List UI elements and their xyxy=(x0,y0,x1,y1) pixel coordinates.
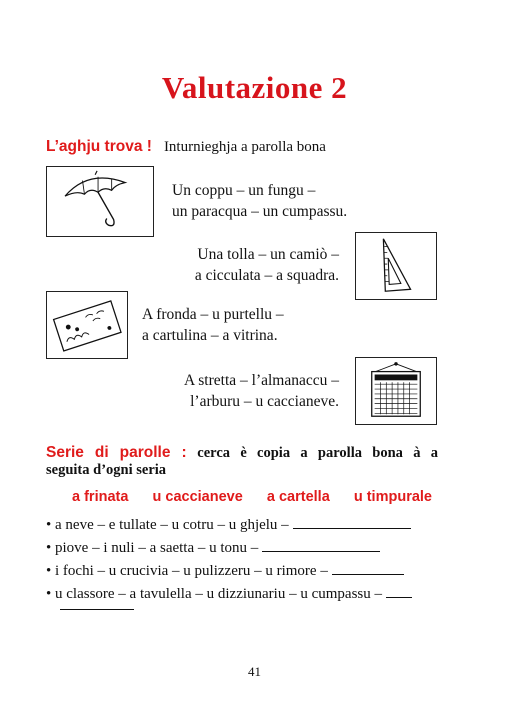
item4-line2: l’arburu – u caccianeve. xyxy=(190,393,339,410)
section1-instruction: Inturnieghja a parolla bona xyxy=(163,139,326,155)
item1-line2: un paracqua – un cumpassu. xyxy=(172,203,348,220)
postcard-picture xyxy=(46,291,128,359)
calendar-icon xyxy=(356,358,436,424)
series-line-3 xyxy=(46,562,404,580)
series-text: • i fochi – u crucivia – u pulizzeru – u rimore – xyxy=(46,563,328,579)
calendar-picture xyxy=(355,357,437,425)
item1-line1: Un coppu – un fungu – xyxy=(172,182,316,199)
answer-blank[interactable] xyxy=(293,516,411,529)
umbrella-picture xyxy=(46,166,154,237)
set-square-picture xyxy=(355,232,437,300)
section2-heading: Serie di parolle : xyxy=(46,444,187,461)
series-text: • u classore – a tavulella – u dizziunariu – u cumpassu – xyxy=(46,586,382,602)
page-title: Valutazione 2 xyxy=(161,70,348,105)
page-number: 41 xyxy=(248,664,261,679)
item3-options xyxy=(142,304,284,346)
set-square-icon xyxy=(356,233,436,299)
item2-options xyxy=(195,244,339,286)
word-bank xyxy=(72,489,432,505)
answer-blank[interactable] xyxy=(262,539,380,552)
word-bank-item: a cartella xyxy=(266,489,330,505)
item3-line2: a cartulina – a vitrina. xyxy=(142,327,278,344)
item3-line1: A fronda – u purtellu – xyxy=(142,306,284,323)
item2-line2: a cicculata – a squadra. xyxy=(194,267,339,284)
postcard-icon xyxy=(47,292,127,358)
series-line-2 xyxy=(46,539,380,557)
word-bank-item: u timpurale xyxy=(353,489,432,505)
series-text: • piove – i nuli – a saetta – u tonu – xyxy=(46,540,259,556)
answer-blank-continued[interactable] xyxy=(60,597,134,610)
section2-instruction-line1: cerca è copia a parolla bona à a xyxy=(197,445,438,461)
section2-header xyxy=(46,444,438,479)
item4-line1: A stretta – l’almanaccu – xyxy=(184,372,339,389)
answer-blank[interactable] xyxy=(332,562,404,575)
umbrella-icon xyxy=(47,167,153,236)
word-bank-item: a frinata xyxy=(72,489,129,505)
answer-blank[interactable] xyxy=(386,585,412,598)
word-bank-item: u caccianeve xyxy=(152,489,243,505)
section1-heading: L’aghju trova ! xyxy=(46,138,152,155)
series-line-1 xyxy=(46,516,411,534)
section1-header xyxy=(46,138,326,156)
item2-line1: Una tolla – un camiò – xyxy=(197,246,339,263)
section2-instruction-line2: seguita d’ogni seria xyxy=(46,462,167,478)
item1-options xyxy=(172,180,347,222)
series-text: • a neve – e tullate – u cotru – u ghjelu – xyxy=(46,517,289,533)
item4-options xyxy=(184,370,339,412)
